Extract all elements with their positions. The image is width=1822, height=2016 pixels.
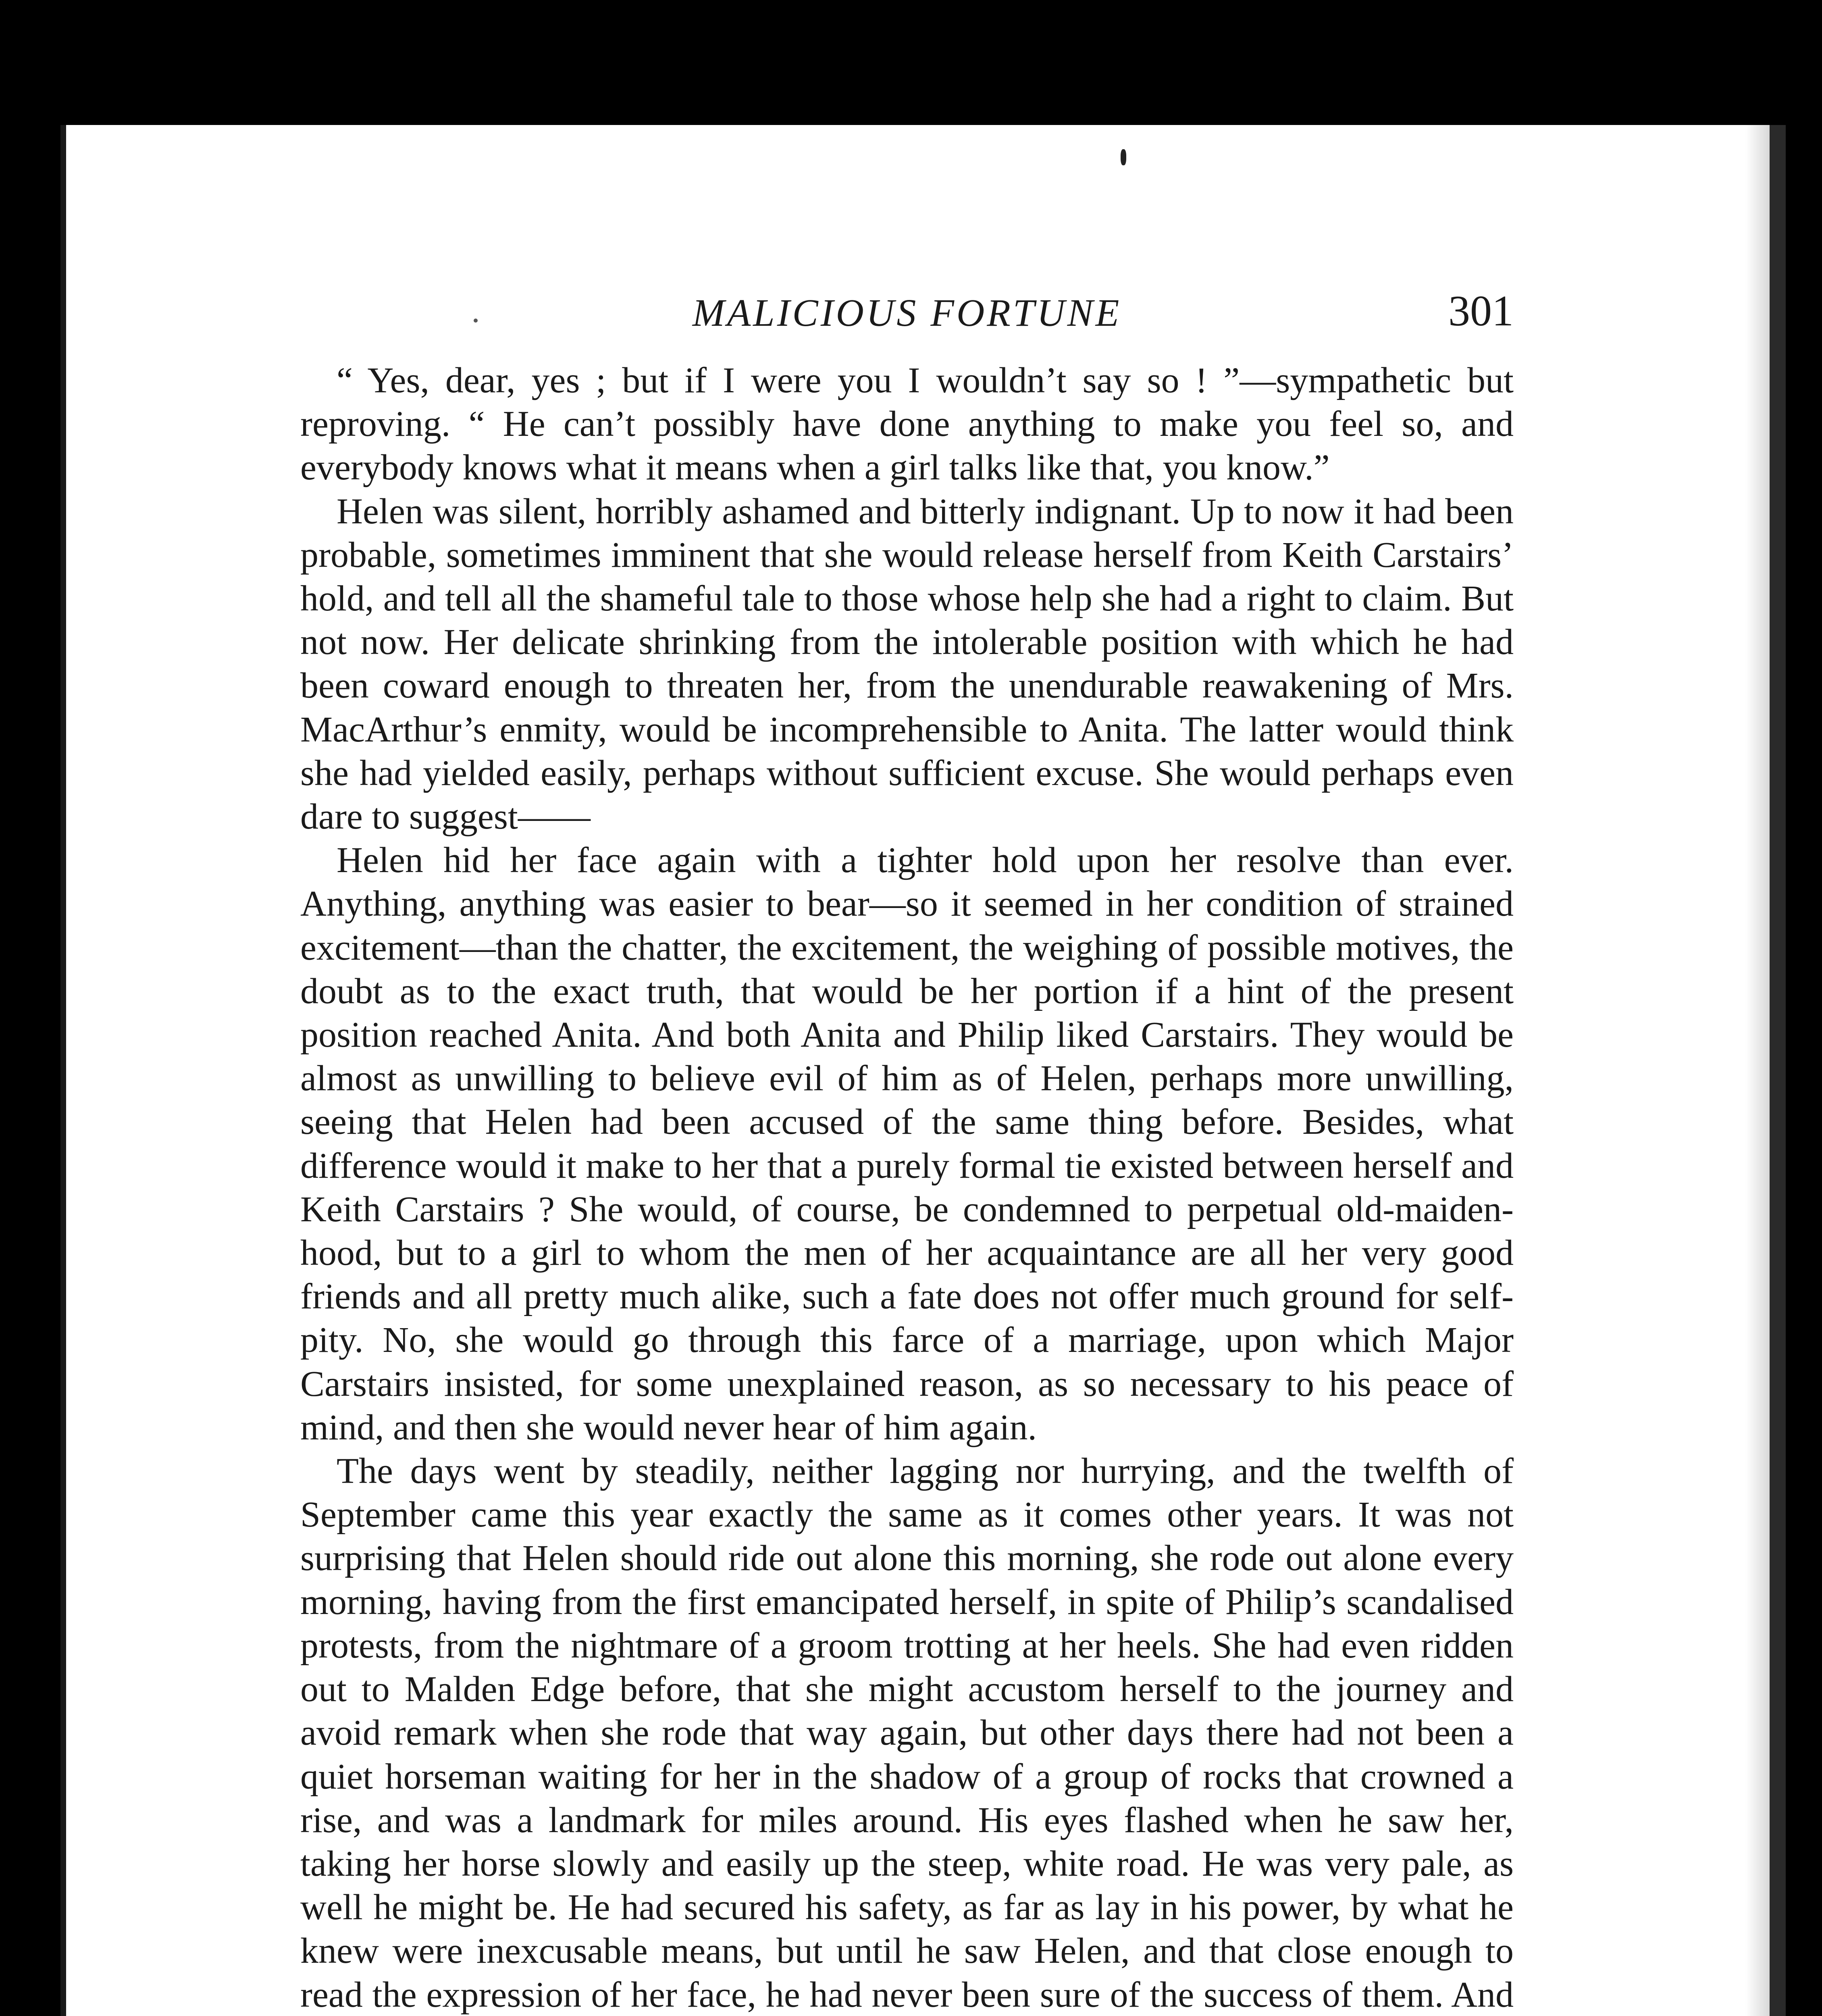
- paragraph: The days went by steadily, neither lagging nor hurrying, and the twelfth of September came this year exactly the same as it comes other years. It was not surprising that Helen should ride out alone this morning, she rode out alone every morning, having from the first emancipated herself, in spite of Philip’s scandalised protests, from the nightmare of a groom trotting at her heels. She had even ridden out to Malden Edge before, that she might accustom herself to the journey and avoid remark when she rode that way again, but other days there had not been a quiet horseman waiting for her in the shadow of a group of rocks that crowned a rise, and was a landmark for miles around. His eyes flashed when he saw her, taking her horse slowly and easily up the steep, white road. He was very pale, as well he might be. He had secured his safety, as far as lay in his power, by what he knew were inexcusable means, but until he saw Helen, and that close enough to read the expression of her face, he had never been sure of the success of them. And: [300, 1451, 1514, 2015]
- body-text: [300, 359, 1514, 2016]
- paragraph: Helen hid her face again with a tighter hold upon her resolve than ever. Anything, anything was easier to bear—so it seemed in her condition of strained excitement—than the chatter, the excitement, the weighing of possible motives, the doubt as to the exact truth, that would be her portion if a hint of the present position reached Anita. And both Anita and Philip liked Carstairs. They would be almost as unwilling to believe evil of him as of Helen, perhaps more unwilling, seeing that Helen had been accused of the same thing before. Besides, what difference would it make to her that a purely formal tie existed between herself and Keith Carstairs ? She would, of course, be condemned to perpetual old-maiden-hood, but to a girl to whom the men of her acquaintance are all her very good friends and all pretty much alike, such a fate does not offer much ground for self-pity. No, she would go through this farce of a marriage, upon which Major Carstairs insisted, for some unexplained reason, as so necessary to his peace of mind, and then she would never hear of him again.: [300, 840, 1514, 1447]
- running-title: MALICIOUS FORTUNE: [692, 291, 1122, 334]
- paragraph: “ Yes, dear, yes ; but if I were you I wouldn’t say so ! ”—sympathetic but reproving. “ He can’t possibly have done anything to make you feel so, and everybody knows what it means when a girl talks like that, you know.”: [300, 360, 1514, 488]
- paragraph: Helen was silent, horribly ashamed and bitterly indignant. Up to now it had been probable, sometimes imminent that she would release herself from Keith Carstairs’ hold, and tell all the shameful tale to those whose help she had a right to claim. But not now. Her delicate shrinking from the intolerable position with which he had been coward enough to threaten her, from the unendurable reawakening of Mrs. MacArthur’s enmity, would be incomprehensible to Anita. The latter would think she had yielded easily, perhaps without sufficient excuse. She would perhaps even dare to suggest——: [300, 491, 1514, 837]
- page-header: [300, 282, 1514, 347]
- page-edge-shadow: [1745, 125, 1770, 2016]
- print-speck: [1121, 149, 1126, 165]
- page-number: 301: [1448, 287, 1514, 335]
